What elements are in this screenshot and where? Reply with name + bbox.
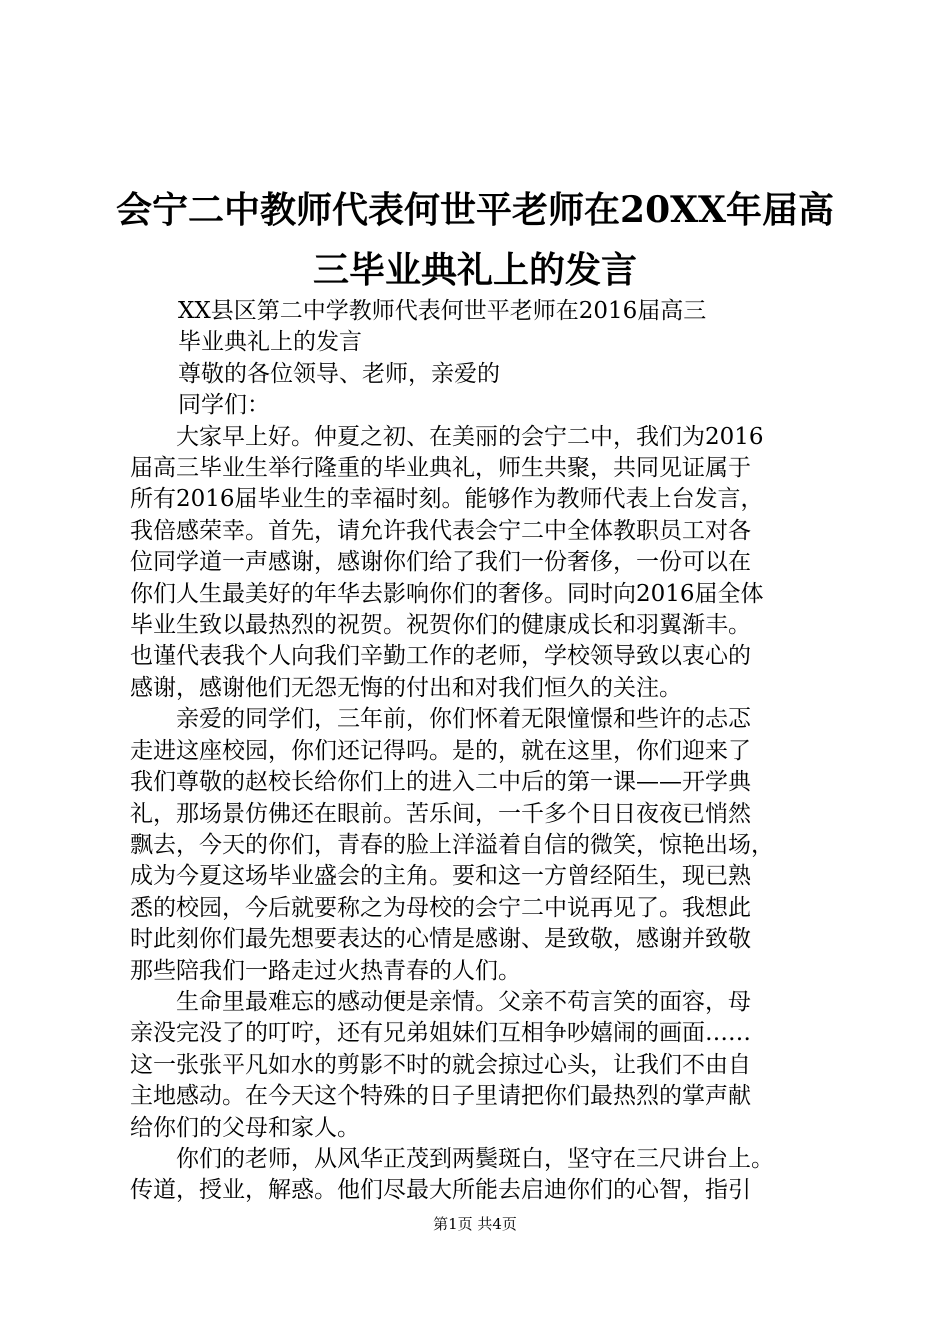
body-line: 感谢，感谢他们无怨无悔的付出和对我们恒久的关注。: [130, 674, 682, 701]
body-line: 届高三毕业生举行隆重的毕业典礼，师生共聚，共同见证属于: [130, 455, 751, 482]
subtitle-line: 毕业典礼上的发言: [178, 329, 362, 356]
document-title-line-1: 会宁二中教师代表何世平老师在20XX年届高: [116, 189, 834, 231]
body-line: 悉的校园，今后就要称之为母校的会宁二中说再见了。我想此: [130, 894, 751, 921]
body-line: 飘去，今天的你们，青春的脸上洋溢着自信的微笑，惊艳出场，: [130, 831, 774, 858]
body-line: 大家早上好。仲夏之初、在美丽的会宁二中，我们为2016: [130, 423, 764, 450]
body-line: 你们人生最美好的年华去影响你们的奢侈。同时向2016届全体: [130, 580, 764, 607]
body-line: 你们的老师，从风华正茂到两鬓斑白，坚守在三尺讲台上。: [130, 1145, 774, 1172]
body-line: 时此刻你们最先想要表达的心情是感谢、是致敬，感谢并致敬: [130, 926, 751, 953]
salutation-line: 同学们：: [178, 392, 270, 419]
body-line: 给你们的父母和家人。: [130, 1114, 360, 1141]
body-line: 也谨代表我个人向我们辛勤工作的老师，学校领导致以衷心的: [130, 643, 751, 670]
body-line: 主地感动。在今天这个特殊的日子里请把你们最热烈的掌声献: [130, 1083, 751, 1110]
document-title-line-2: 三毕业典礼上的发言: [312, 249, 637, 291]
body-line: 那些陪我们一路走过火热青春的人们。: [130, 957, 521, 984]
page-footer: 第1页 共4页: [433, 1215, 517, 1233]
body-line: 走进这座校园，你们还记得吗。是的，就在这里，你们迎来了: [130, 737, 751, 764]
salutation-line: 尊敬的各位领导、老师，亲爱的: [178, 360, 500, 387]
body-line: 亲爱的同学们，三年前，你们怀着无限憧憬和些许的忐忑: [130, 706, 751, 733]
body-line: 我们尊敬的赵校长给你们上的进入二中后的第一课——开学典: [130, 769, 751, 796]
body-line: 礼，那场景仿佛还在眼前。苦乐间，一千多个日日夜夜已悄然: [130, 800, 751, 827]
body-line: 传道，授业，解惑。他们尽最大所能去启迪你们的心智，指引: [130, 1177, 751, 1204]
body-line: 我倍感荣幸。首先，请允许我代表会宁二中全体教职员工对各: [130, 517, 751, 544]
body-line: 成为今夏这场毕业盛会的主角。要和这一方曾经陌生，现已熟: [130, 863, 751, 890]
body-line: 生命里最难忘的感动便是亲情。父亲不苟言笑的面容，母: [130, 988, 751, 1015]
body-line: 所有2016届毕业生的幸福时刻。能够作为教师代表上台发言，: [130, 486, 764, 513]
body-line: 位同学道一声感谢，感谢你们给了我们一份奢侈，一份可以在: [130, 549, 751, 576]
document-body: [130, 296, 830, 1207]
subtitle-line: XX县区第二中学教师代表何世平老师在2016届高三: [178, 298, 707, 324]
body-line: 这一张张平凡如水的剪影不时的就会掠过心头，让我们不由自: [130, 1051, 751, 1078]
body-line: 毕业生致以最热烈的祝贺。祝贺你们的健康成长和羽翼渐丰。: [130, 612, 751, 639]
body-line: 亲没完没了的叮咛，还有兄弟姐妹们互相争吵嬉闹的画面……: [130, 1020, 751, 1047]
